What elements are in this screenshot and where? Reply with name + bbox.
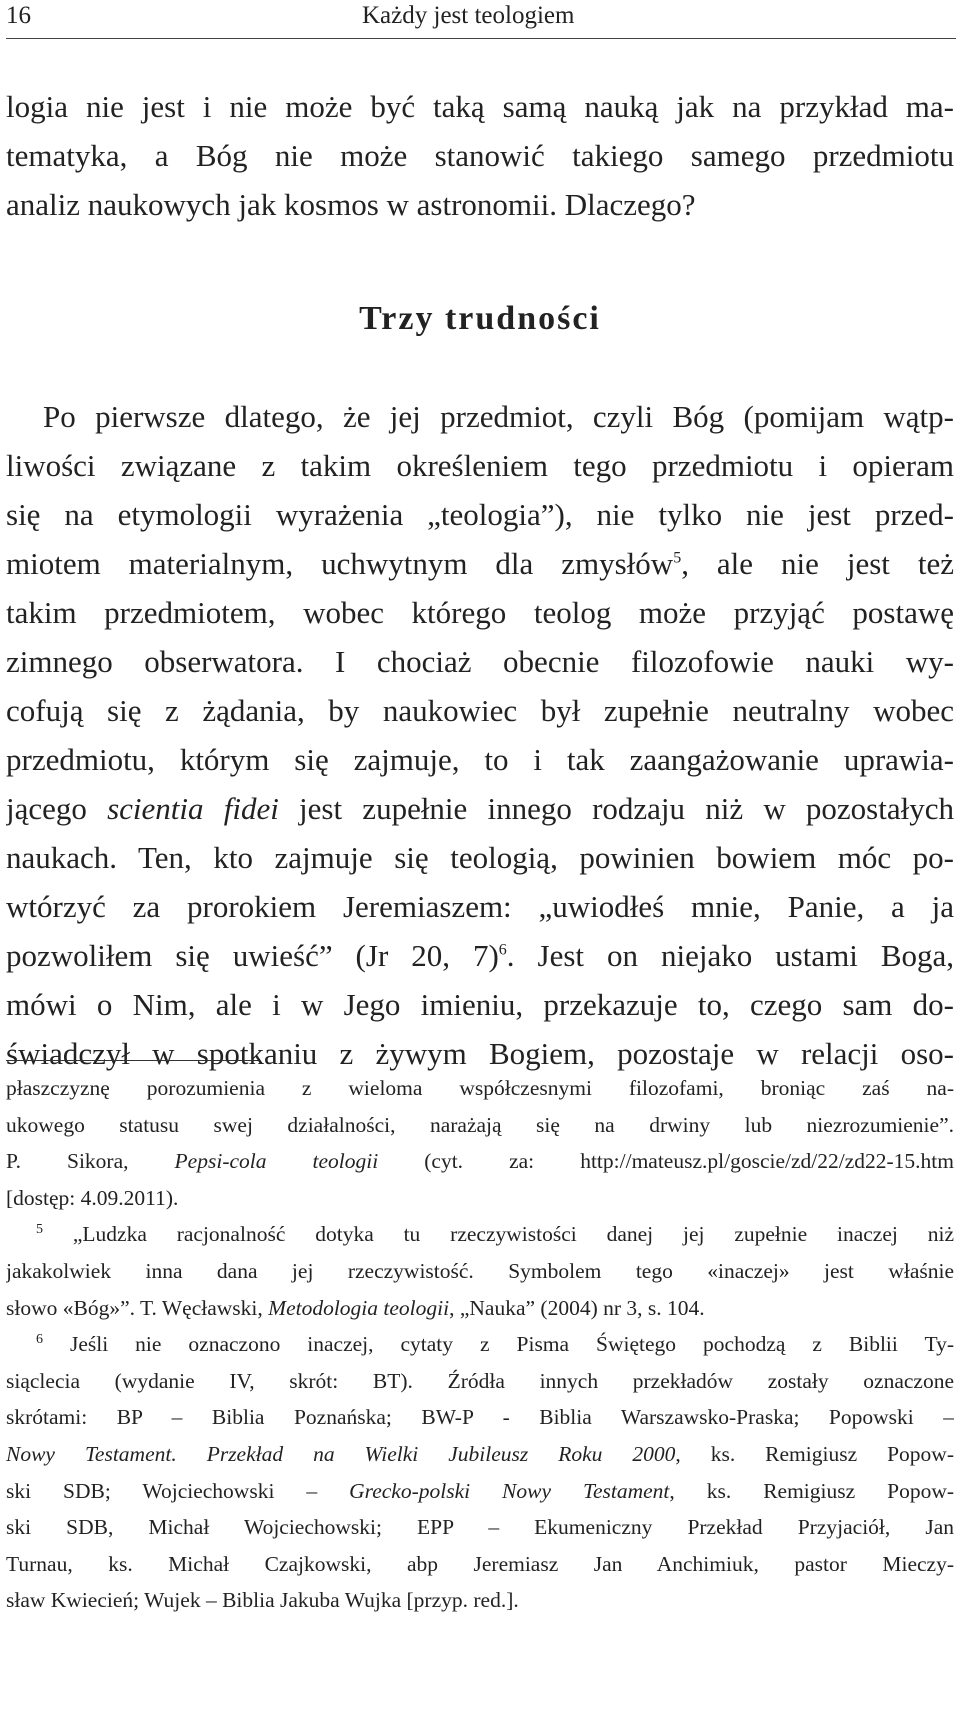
italic-term: scientia fidei — [107, 791, 279, 826]
text-run: P. Sikora, — [6, 1149, 175, 1174]
text-line: świadczył w spotkaniu z żywym Bogiem, pozostaje w relacji oso- — [6, 1036, 954, 1071]
page-header — [6, 0, 956, 39]
footnote-line: [dostęp: 4.09.2011). — [6, 1185, 179, 1210]
text-run: , ale nie jest też — [681, 546, 954, 581]
text-line — [6, 931, 954, 980]
text-run: Jeśli nie oznaczono inaczej, cytaty z Pisma Świętego pochodzą z Biblii Ty- — [43, 1332, 954, 1357]
paragraph-continued — [6, 82, 954, 229]
text-line: tematyka, a Bóg nie może stanowić takiego samego przedmiotu — [6, 138, 954, 173]
text-run: , „Nauka” (2004) nr 3, s. 104. — [449, 1295, 705, 1320]
text-line: zimnego obserwatora. I chociaż obecnie filozofowie nauki wy- — [6, 644, 954, 679]
text-run: , ks. Remigiusz Popow- — [669, 1478, 954, 1503]
text-line: przedmiotu, którym się zajmuje, to i tak zaangażowanie uprawia- — [6, 742, 954, 777]
footnote-line — [6, 1143, 954, 1180]
text-run: . Jest on niejako ustami Boga, — [506, 938, 954, 973]
text-run: jest zupełnie innego rodzaju niż w pozostałych — [278, 791, 954, 826]
italic-title: Nowy Testament. Przekład na Wielki Jubileusz Roku 2000 — [6, 1441, 676, 1466]
text-run: pozwoliłem się uwieść” (Jr 20, 7) — [6, 938, 499, 973]
text-line — [6, 784, 954, 833]
paragraph-main — [6, 392, 954, 1078]
text-line — [6, 539, 954, 588]
text-line: się na etymologii wyrażenia „teologia”), nie tylko nie jest przed- — [6, 497, 954, 532]
footnote-number-5: 5 — [36, 1222, 43, 1238]
text-run: miotem materialnym, uchwytnym dla zmysłów — [6, 546, 674, 581]
footnote-6-line: sław Kwiecień; Wujek – Biblia Jakuba Wujka [przyp. red.]. — [6, 1588, 519, 1613]
text-line: logia nie jest i nie może być taką samą nauką jak na przykład ma- — [6, 89, 954, 124]
italic-title: Metodologia teologii — [268, 1295, 450, 1320]
text-run: słowo «Bóg»”. T. Węcławski, — [6, 1295, 269, 1320]
text-line: cofują się z żądania, by naukowiec był zupełnie neutralny wobec — [6, 693, 954, 728]
text-line: analiz naukowych jak kosmos w astronomii. Dlaczego? — [6, 187, 696, 222]
footnote-5-line — [6, 1290, 954, 1327]
footnotes — [6, 1070, 954, 1619]
italic-title: Grecko-polski Nowy Testament — [349, 1478, 670, 1503]
text-line: takim przedmiotem, wobec którego teolog może przyjąć postawę — [6, 595, 954, 630]
footnote-6-line — [6, 1326, 954, 1363]
footnote-5-line — [6, 1216, 954, 1253]
footnote-line: płaszczyznę porozumienia z wieloma współczesnymi filozofami, broniąc zaś na- — [6, 1076, 954, 1100]
text-run: „Ludzka racjonalność dotyka tu rzeczywistości danej jej zupełnie inaczej niż — [43, 1222, 954, 1247]
text-line: liwości związane z takim określeniem tego przedmiotu i opieram — [6, 448, 954, 483]
text-line: mówi o Nim, ale i w Jego imieniu, przekazuje to, czego sam do- — [6, 987, 954, 1022]
text-line: Po pierwsze dlatego, że jej przedmiot, czyli Bóg (pomijam wątp- — [43, 399, 954, 434]
footnote-number-6: 6 — [36, 1332, 43, 1347]
text-run: , ks. Remigiusz Popow- — [675, 1441, 954, 1466]
footnote-6-line: ski SDB, Michał Wojciechowski; EPP – Ekumeniczny Przekład Przyjaciół, Jan — [6, 1515, 954, 1540]
footnote-5-line: jakakolwiek inna dana jej rzeczywistość. Symbolem tego «inaczej» jest właśnie — [6, 1258, 954, 1283]
footnote-line: ukowego statusu swej działalności, narażają się na drwiny lub niezrozumienie”. — [6, 1112, 954, 1137]
text-line: naukach. Ten, kto zajmuje się teologią, powinien bowiem móc po- — [6, 840, 954, 875]
text-run: jącego — [6, 791, 108, 826]
italic-title: Pepsi-cola teologii — [174, 1149, 379, 1174]
footnote-ref-5[interactable]: 5 — [673, 549, 682, 567]
text-line: wtórzyć za prorokiem Jeremiaszem: „uwiodłeś mnie, Panie, a ja — [6, 889, 954, 924]
footnote-6-line — [6, 1473, 954, 1510]
text-run: (cyt. za: http://mateusz.pl/goscie/zd/22/zd22-15.htm — [378, 1149, 954, 1174]
running-head: Każdy jest teologiem — [362, 2, 575, 29]
text-run: ski SDB; Wojciechowski – — [6, 1478, 350, 1503]
footnote-divider — [6, 1060, 258, 1061]
footnote-6-line: Turnau, ks. Michał Czajkowski, abp Jeremiasz Jan Anchimiuk, pastor Mieczy- — [6, 1551, 954, 1576]
footnote-ref-6[interactable]: 6 — [498, 941, 507, 959]
footnote-6-line: skrótami: BP – Biblia Poznańska; BW-P - Biblia Warszawsko-Praska; Popowski – — [6, 1405, 954, 1430]
footnote-6-line: siąclecia (wydanie IV, skrót: BT). Źródła innych przekładów zostały oznaczone — [6, 1368, 954, 1393]
footnote-6-line — [6, 1436, 954, 1473]
section-title: Trzy trudności — [359, 300, 601, 337]
page-number: 16 — [6, 2, 31, 29]
